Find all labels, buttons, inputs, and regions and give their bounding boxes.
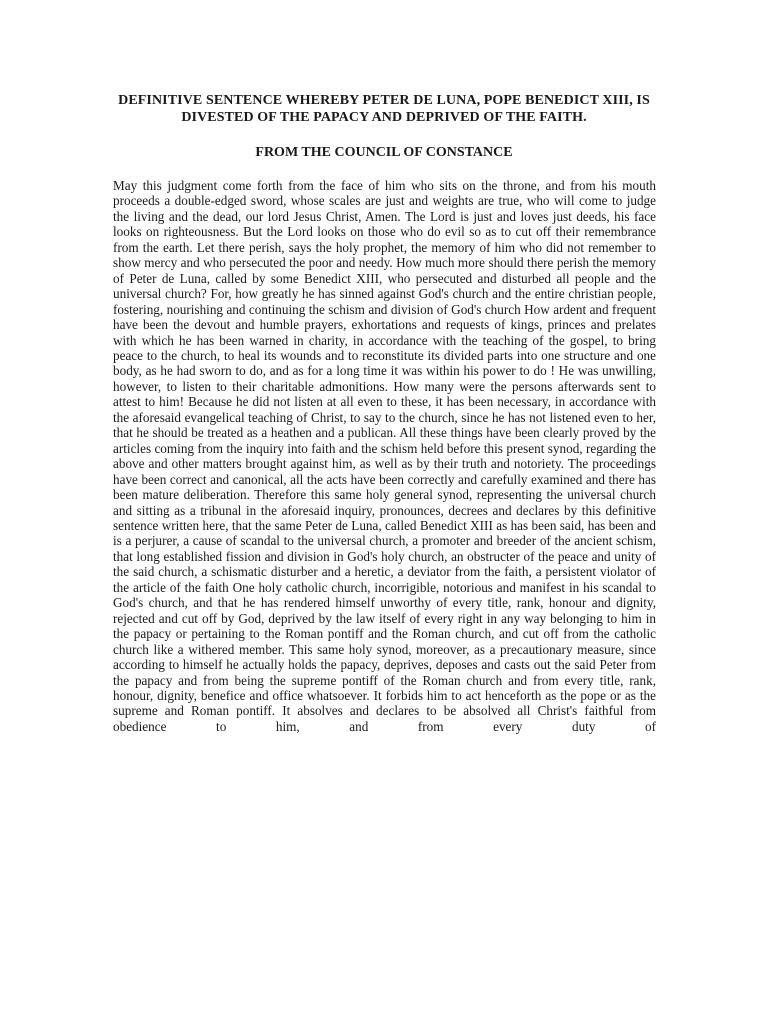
body-paragraph: May this judgment come forth from the face of him who sits on the throne, and from his mouth proceeds a double-edged sword, whose scales are just and weights are true, who will come to judge the living and the dead, our lord Jesus Christ, Amen. The Lord is just and loves just deeds, his face looks on righteousness. But the Lord looks on those who do evil so as to cut off their remembrance from the earth. Let there perish, says the holy prophet, the memory of him who did not remember to show mercy and who persecuted the poor and needy. How much more should there perish the memory of Peter de Luna, called by some Benedict XIII, who persecuted and disturbed all people and the universal church? For, how greatly he has sinned against God's church and the entire christian people, fostering, nourishing and continuing the schism and division of God's church How ardent and frequent have been the devout and humble prayers, exhortations and requests of kings, princes and prelates with which he has been warned in charity, in accordance with the teaching of the gospel, to bring peace to the church, to heal its wounds and to reconstitute its divided parts into one structure and one body, as he had sworn to do, and as for a long time it was within his power to do ! He was unwilling, however, to listen to their charitable admonitions. How many were the persons afterwards sent to attest to him! Because he did not listen at all even to these, it has been necessary, in accordance with the aforesaid evangelical teaching of Christ, to say to the church, since he has not listened even to her, that he should be treated as a heathen and a publican. All these things have been clearly proved by the articles coming from the inquiry into faith and the schism held before this present synod, regarding the above and other matters brought against him, as well as by their truth and notoriety. The proceedings have been correct and canonical, all the acts have been correctly and carefully examined and there has been mature deliberation. Therefore this same holy general synod, representing the universal church and sitting as a tribunal in the aforesaid inquiry, pronounces, decrees and declares by this definitive sentence written here, that the same Peter de Luna, called Benedict XIII as has been said, has been and is a perjurer, a cause of scandal to the universal church, a promoter and breeder of the ancient schism, that long established fission and division in God's holy church, an obstructer of the peace and unity of the said church, a schismatic disturber and a heretic, a deviator from the faith, a persistent violator of the article of the faith One holy catholic church, incorrigible, notorious and manifest in his scandal to God's church, and that he has rendered himself unworthy of every title, rank, honour and dignity, rejected and cut off by God, deprived by the law itself of every right in any way belonging to him in the papacy or pertaining to the Roman pontiff and the Roman church, and cut off from the catholic church like a withered member. This same holy synod, moreover, as a precautionary measure, since according to himself he actually holds the papacy, deprives, deposes and casts out the said Peter from the papacy and from being the supreme pontiff of the Roman church and from every title, rank, honour, dignity, benefice and office whatsoever. It forbids him to act henceforth as the pope or as the supreme and Roman pontiff. It absolves and declares to be absolved all Christ's faithful from obedience to him, and from every duty of [113,178,656,734]
document-title: DEFINITIVE SENTENCE WHEREBY PETER DE LUNA, POPE BENEDICT XIII, IS DIVESTED OF THE PAPACY AND DEPRIVED OF THE FAITH. [118,93,650,125]
document-subtitle: FROM THE COUNCIL OF CONSTANCE [255,145,513,160]
